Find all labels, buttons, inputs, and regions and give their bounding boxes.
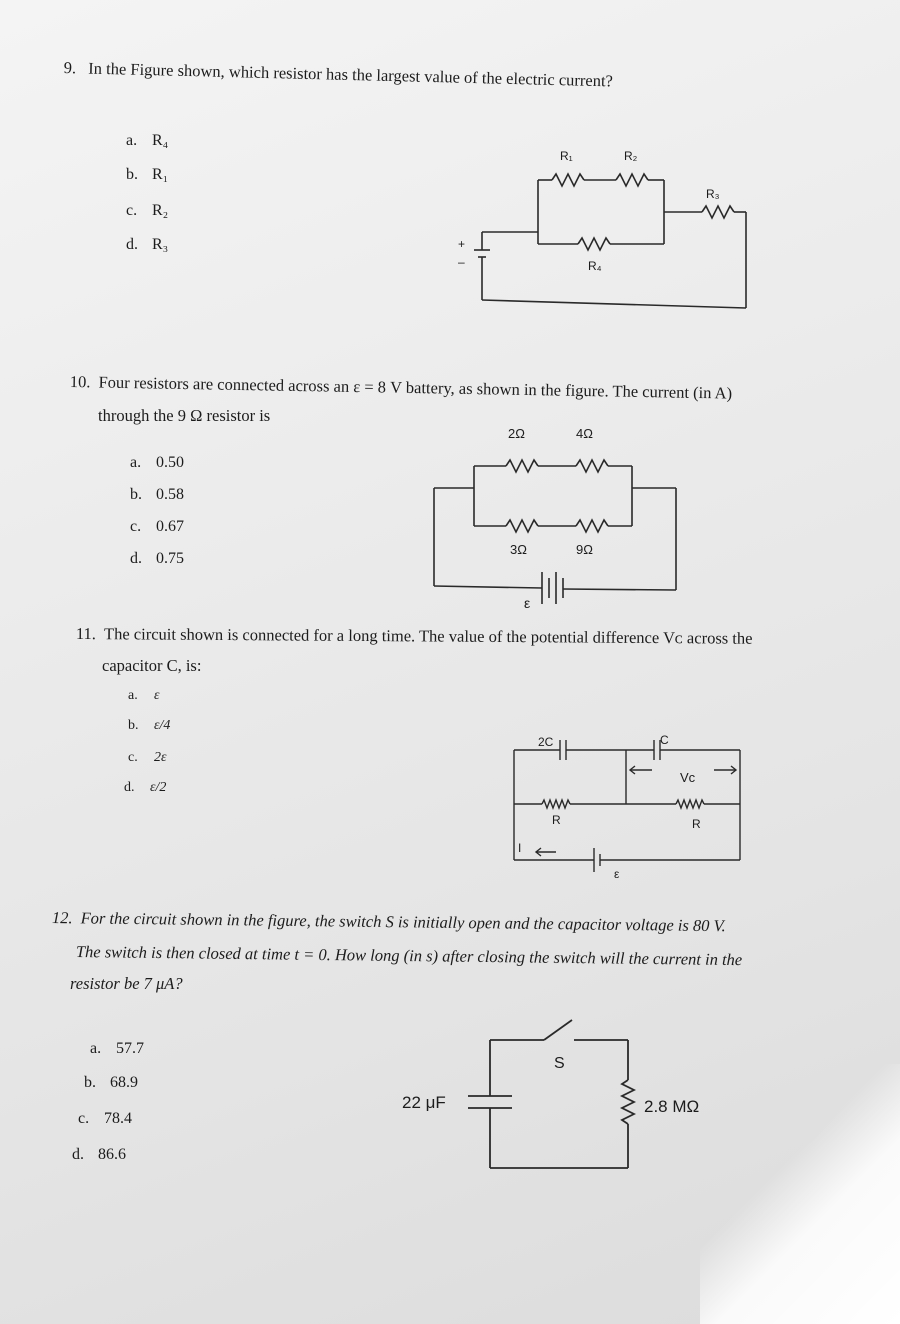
- question-9-text: [64, 58, 614, 91]
- label-r-right: R: [692, 817, 701, 831]
- option-c[interactable]: c. 2ε: [128, 750, 167, 765]
- question-11-text: [76, 624, 753, 649]
- label-switch: S: [554, 1055, 565, 1072]
- question-12-text-line3: resistor be 7 μA?: [70, 974, 183, 993]
- question-number: 9.: [63, 58, 77, 78]
- label-emf: ε: [614, 867, 620, 881]
- label-capacitance: 22 μF: [402, 1093, 446, 1112]
- label-2-ohm: 2Ω: [508, 426, 525, 441]
- label-vc: Vc: [680, 770, 696, 785]
- photo-glare: [700, 1064, 900, 1324]
- option-a[interactable]: a. 57.7: [90, 1040, 144, 1057]
- option-d[interactable]: d. R₃: [126, 236, 169, 253]
- option-c[interactable]: c. 78.4: [78, 1110, 132, 1127]
- option-c[interactable]: c. R₂: [126, 202, 169, 219]
- question-stem: For the circuit shown in the figure, the switch S is initially open and the capacitor voltage is 80 V.: [80, 908, 726, 936]
- label-current: I: [518, 841, 522, 855]
- label-r3: R₃: [706, 187, 720, 201]
- question-12-text: [52, 908, 726, 936]
- label-2c: 2C: [538, 735, 554, 749]
- question-12-text-line2: The switch is then closed at time t = 0. How long (in s) after closing the switch will the current in the: [75, 942, 743, 970]
- question-stem: The circuit shown is connected for a long time. The value of the potential difference Vᴄ across the: [104, 624, 753, 648]
- label-emf: ε: [524, 595, 531, 611]
- question-10-text-line2: through the 9 Ω resistor is: [98, 406, 271, 425]
- option-a[interactable]: a. 0.50: [130, 454, 184, 471]
- option-d[interactable]: d. ε/2: [124, 780, 167, 795]
- question-stem: In the Figure shown, which resistor has the largest value of the electric current?: [88, 58, 614, 91]
- label-resistance: 2.8 MΩ: [644, 1097, 700, 1116]
- option-c[interactable]: c. 0.67: [130, 518, 184, 535]
- question-stem: Four resistors are connected across an ε = 8 V battery, as shown in the figure. The current (in A): [98, 372, 733, 403]
- circuit-diagram-q12: [396, 1010, 726, 1180]
- label-4-ohm: 4Ω: [576, 426, 593, 441]
- option-d[interactable]: d. 0.75: [130, 550, 184, 567]
- option-b[interactable]: b. 68.9: [84, 1074, 138, 1091]
- option-d[interactable]: d. 86.6: [72, 1146, 126, 1163]
- label-3-ohm: 3Ω: [510, 542, 527, 557]
- option-b[interactable]: b. 0.58: [130, 486, 184, 503]
- question-number: 10.: [69, 372, 91, 392]
- option-b[interactable]: b. R₁: [126, 166, 169, 183]
- circuit-diagram-q9: [450, 140, 760, 320]
- option-a[interactable]: a. ε: [128, 688, 160, 703]
- question-10-text: [70, 372, 733, 404]
- question-number: 11.: [75, 624, 97, 644]
- label-c: C: [660, 733, 669, 747]
- label-r2: R₂: [624, 149, 638, 163]
- circuit-diagram-q11: [504, 724, 754, 884]
- question-number: 12.: [51, 908, 73, 928]
- label-r4: R₄: [588, 259, 602, 273]
- label-r1: R₁: [560, 149, 573, 163]
- label-9-ohm: 9Ω: [576, 542, 593, 557]
- label-minus: –: [458, 255, 465, 269]
- label-r-left: R: [552, 813, 561, 827]
- label-plus: +: [458, 237, 466, 251]
- option-a[interactable]: a. R₄: [126, 132, 169, 149]
- option-b[interactable]: b. ε/4: [128, 718, 171, 733]
- circuit-diagram-q10: [426, 418, 686, 618]
- question-11-text-line2: capacitor C, is:: [102, 656, 202, 675]
